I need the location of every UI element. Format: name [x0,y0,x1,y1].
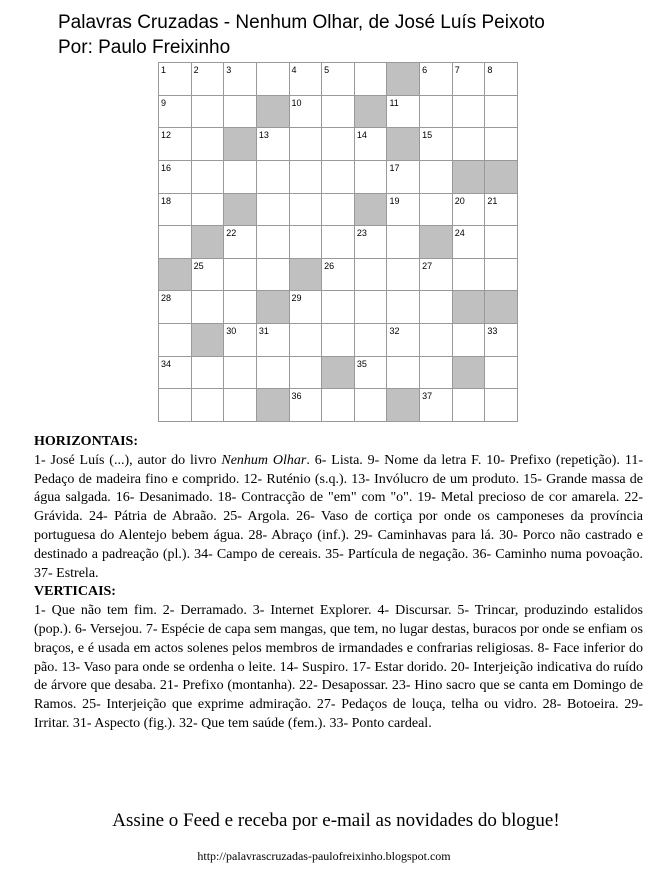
crossword-cell[interactable] [159,96,192,129]
crossword-cell[interactable] [224,291,257,324]
crossword-cell[interactable] [322,291,355,324]
crossword-cell[interactable] [355,324,388,357]
clue-number: 24 [454,228,465,239]
crossword-cell[interactable] [355,357,388,390]
crossword-cell[interactable] [387,324,420,357]
crossword-cell[interactable] [322,194,355,227]
clue-number: 21 [487,195,498,206]
crossword-cell[interactable] [420,128,453,161]
clue-number: 16 [161,162,172,173]
crossword-cell[interactable] [192,389,225,422]
black-square [257,389,290,422]
crossword-cell[interactable] [224,259,257,292]
black-square [192,226,225,259]
clue-number: 8 [487,65,493,75]
crossword-cell[interactable] [159,161,192,194]
crossword-cell[interactable] [159,357,192,390]
clue-number: 37 [422,391,433,402]
crossword-cell[interactable] [224,63,257,96]
black-square [322,357,355,390]
crossword-cell[interactable] [290,63,323,96]
black-square [387,128,420,161]
crossword-cell[interactable] [355,161,388,194]
crossword-cell[interactable] [192,128,225,161]
clue-number: 6 [422,65,428,75]
crossword-cell[interactable] [420,96,453,129]
crossword-cell[interactable] [257,194,290,227]
crossword-cell[interactable] [322,96,355,129]
across-clues-rest: . 6- Lista. 9- Nome da letra F. 10- Prefixo (repetição). 11- Pedaço de madeira fino e comprido. 12- Ruténio (s.q.). 13- Invólucro de um produto. 15- Grande massa de água salgada. 16- Desanimado. 18- Contracção de "em" com "o". 19- Metal precioso de cor amarela. 22- Grávida. 24- Pátria de Abraão. 25- Argola. 26- Vaso de cortiça por onde os camponeses da província portuguesa do Alentejo bebem água. 28- Abraço (inf.). 29- Caminhavas para lá. 30- Porco não castrado e destinado a padreação (pl.). 34- Campo de cereais. 35- Partícula de negação. 36- Caminho numa povoação. 37- Estrela. [34,452,643,581]
crossword-cell[interactable] [290,389,323,422]
subscribe-message: Assine o Feed e receba por e-mail as novidades do blogue! [112,810,560,831]
crossword-cell[interactable] [420,357,453,390]
crossword-cell[interactable] [453,324,486,357]
down-clues: 1- Que não tem fim. 2- Derramado. 3- Internet Explorer. 4- Discursar. 5- Trincar, produzindo estalidos (pop.). 6- Versejou. 7- Espécie de capa sem mangas, que tem, no lugar destas, buracos por onde se enfiam os braços, e é usada em actos solenes pelos membros de irmandades e confrarias religiosas. 8- Face inferior do pão. 13- Vaso para onde se ordenha o leite. 14- Suspiro. 17- Estar dorido. 20- Interjeição indicativa do ruído de árvore que desaba. 21- Prefixo (montanha). 22- Desapossar. 23- Hino sacro que se canta em Domingo de Ramos. 25- Interjeição que exprime admiração. 27- Pedaços de louça, telha ou vidro. 28- Botoeira. 29- Irritar. 31- Aspecto (fig.). 32- Que tem saúde (fem.). 33- Ponto cardeal. [34,603,643,731]
black-square [387,63,420,96]
crossword-cell[interactable] [224,161,257,194]
clue-number: 22 [226,228,237,239]
clue-number: 5 [324,65,330,75]
crossword-cell[interactable] [159,128,192,161]
crossword-cell[interactable] [420,389,453,422]
crossword-cell[interactable] [257,63,290,96]
clue-number: 13 [258,130,269,141]
clue-number: 35 [356,358,367,369]
black-square [485,161,518,194]
crossword-cell[interactable] [290,128,323,161]
across-clues-start: 1- José Luís (...), autor do livro [34,452,222,468]
clue-number: 31 [258,326,269,337]
clue-number: 20 [454,195,465,206]
author-line: Por: Paulo Freixinho [58,37,231,58]
down-heading: VERTICAIS: [34,584,116,600]
clue-number: 36 [291,391,302,402]
clue-number: 11 [389,97,399,108]
page-header [58,10,545,60]
crossword-cell[interactable] [485,357,518,390]
clue-number: 12 [161,130,172,141]
crossword-cell[interactable] [420,259,453,292]
black-square [485,291,518,324]
clue-number: 29 [291,293,302,304]
crossword-cell[interactable] [355,291,388,324]
crossword-cell[interactable] [159,63,192,96]
crossword-cell[interactable] [387,161,420,194]
crossword-cell[interactable] [159,194,192,227]
crossword-cell[interactable] [159,226,192,259]
crossword-cell[interactable] [355,389,388,422]
clue-number: 15 [422,130,433,141]
crossword-cell[interactable] [453,96,486,129]
crossword-cell[interactable] [224,389,257,422]
black-square [159,259,192,292]
crossword-cell[interactable] [355,128,388,161]
crossword-cell[interactable] [224,96,257,129]
crossword-cell[interactable] [485,128,518,161]
crossword-cell[interactable] [387,96,420,129]
clue-number: 34 [161,358,172,369]
black-square [420,226,453,259]
black-square [453,291,486,324]
crossword-cell[interactable] [159,324,192,357]
crossword-cell[interactable] [224,357,257,390]
black-square [387,389,420,422]
crossword-cell[interactable] [485,259,518,292]
clue-number: 25 [193,260,204,271]
clue-number: 10 [291,97,302,108]
crossword-cell[interactable] [224,226,257,259]
clue-number: 4 [291,65,297,75]
clue-number: 17 [389,162,400,173]
crossword-cell[interactable] [192,161,225,194]
black-square [257,291,290,324]
crossword-cell[interactable] [420,291,453,324]
clue-number: 33 [487,326,498,337]
clues-section [34,433,643,734]
crossword-cell[interactable] [485,63,518,96]
book-title: Nenhum Olhar [221,452,307,468]
crossword-cell[interactable] [257,128,290,161]
crossword-cell[interactable] [453,63,486,96]
crossword-cell[interactable] [290,324,323,357]
crossword-cell[interactable] [192,194,225,227]
crossword-cell[interactable] [257,161,290,194]
crossword-cell[interactable] [257,226,290,259]
crossword-cell[interactable] [387,226,420,259]
crossword-cell[interactable] [322,63,355,96]
black-square [257,96,290,129]
crossword-cell[interactable] [420,324,453,357]
crossword-cell[interactable] [355,259,388,292]
crossword-cell[interactable] [387,357,420,390]
clue-number: 14 [356,130,367,141]
crossword-cell[interactable] [322,324,355,357]
crossword-cell[interactable] [322,226,355,259]
clue-number: 26 [324,260,335,271]
crossword-cell[interactable] [485,194,518,227]
crossword-cell[interactable] [257,324,290,357]
clue-number: 30 [226,326,237,337]
black-square [224,128,257,161]
crossword-cell[interactable] [420,63,453,96]
crossword-cell[interactable] [485,324,518,357]
crossword-cell[interactable] [290,226,323,259]
crossword-cell[interactable] [485,226,518,259]
black-square [453,357,486,390]
crossword-cell[interactable] [224,324,257,357]
clue-number: 2 [193,65,199,75]
black-square [453,161,486,194]
crossword-cell[interactable] [290,96,323,129]
crossword-cell[interactable] [192,63,225,96]
black-square [355,96,388,129]
clue-number: 18 [161,195,172,206]
crossword-cell[interactable] [159,291,192,324]
crossword-cell[interactable] [485,96,518,129]
crossword-cell[interactable] [290,291,323,324]
crossword-cell[interactable] [420,194,453,227]
clue-number: 32 [389,326,400,337]
crossword-cell[interactable] [453,226,486,259]
crossword-cell[interactable] [387,194,420,227]
crossword-cell[interactable] [257,259,290,292]
crossword-cell[interactable] [192,96,225,129]
crossword-cell[interactable] [290,194,323,227]
clue-number: 28 [161,293,172,304]
crossword-cell[interactable] [453,128,486,161]
crossword-cell[interactable] [453,259,486,292]
crossword-cell[interactable] [485,389,518,422]
crossword-cell[interactable] [355,63,388,96]
crossword-cell[interactable] [257,357,290,390]
crossword-cell[interactable] [192,357,225,390]
black-square [192,324,225,357]
crossword-grid [158,62,518,422]
blog-url[interactable]: http://palavrascruzadas-paulofreixinho.blogspot.com [197,849,451,863]
clue-number: 19 [389,195,400,206]
across-clues [34,452,643,584]
page-title: Palavras Cruzadas - Nenhum Olhar, de José Luís Peixoto [58,12,545,33]
crossword-cell[interactable] [387,259,420,292]
crossword-cell[interactable] [322,259,355,292]
crossword-cell[interactable] [322,161,355,194]
crossword-cell[interactable] [355,226,388,259]
crossword-cell[interactable] [322,128,355,161]
clue-number: 3 [226,65,232,75]
clue-number: 7 [454,65,460,75]
clue-number: 9 [161,97,167,108]
black-square [355,194,388,227]
crossword-cell[interactable] [192,291,225,324]
across-heading: HORIZONTAIS: [34,434,138,449]
crossword-cell[interactable] [290,357,323,390]
crossword-cell[interactable] [387,291,420,324]
crossword-cell[interactable] [453,389,486,422]
crossword-cell[interactable] [159,389,192,422]
crossword-cell[interactable] [192,259,225,292]
crossword-cell[interactable] [420,161,453,194]
black-square [224,194,257,227]
clue-number: 23 [356,228,367,239]
clue-number: 1 [161,65,167,75]
crossword-cell[interactable] [322,389,355,422]
crossword-cell[interactable] [453,194,486,227]
crossword-cell[interactable] [290,161,323,194]
clue-number: 27 [422,260,433,271]
black-square [290,259,323,292]
